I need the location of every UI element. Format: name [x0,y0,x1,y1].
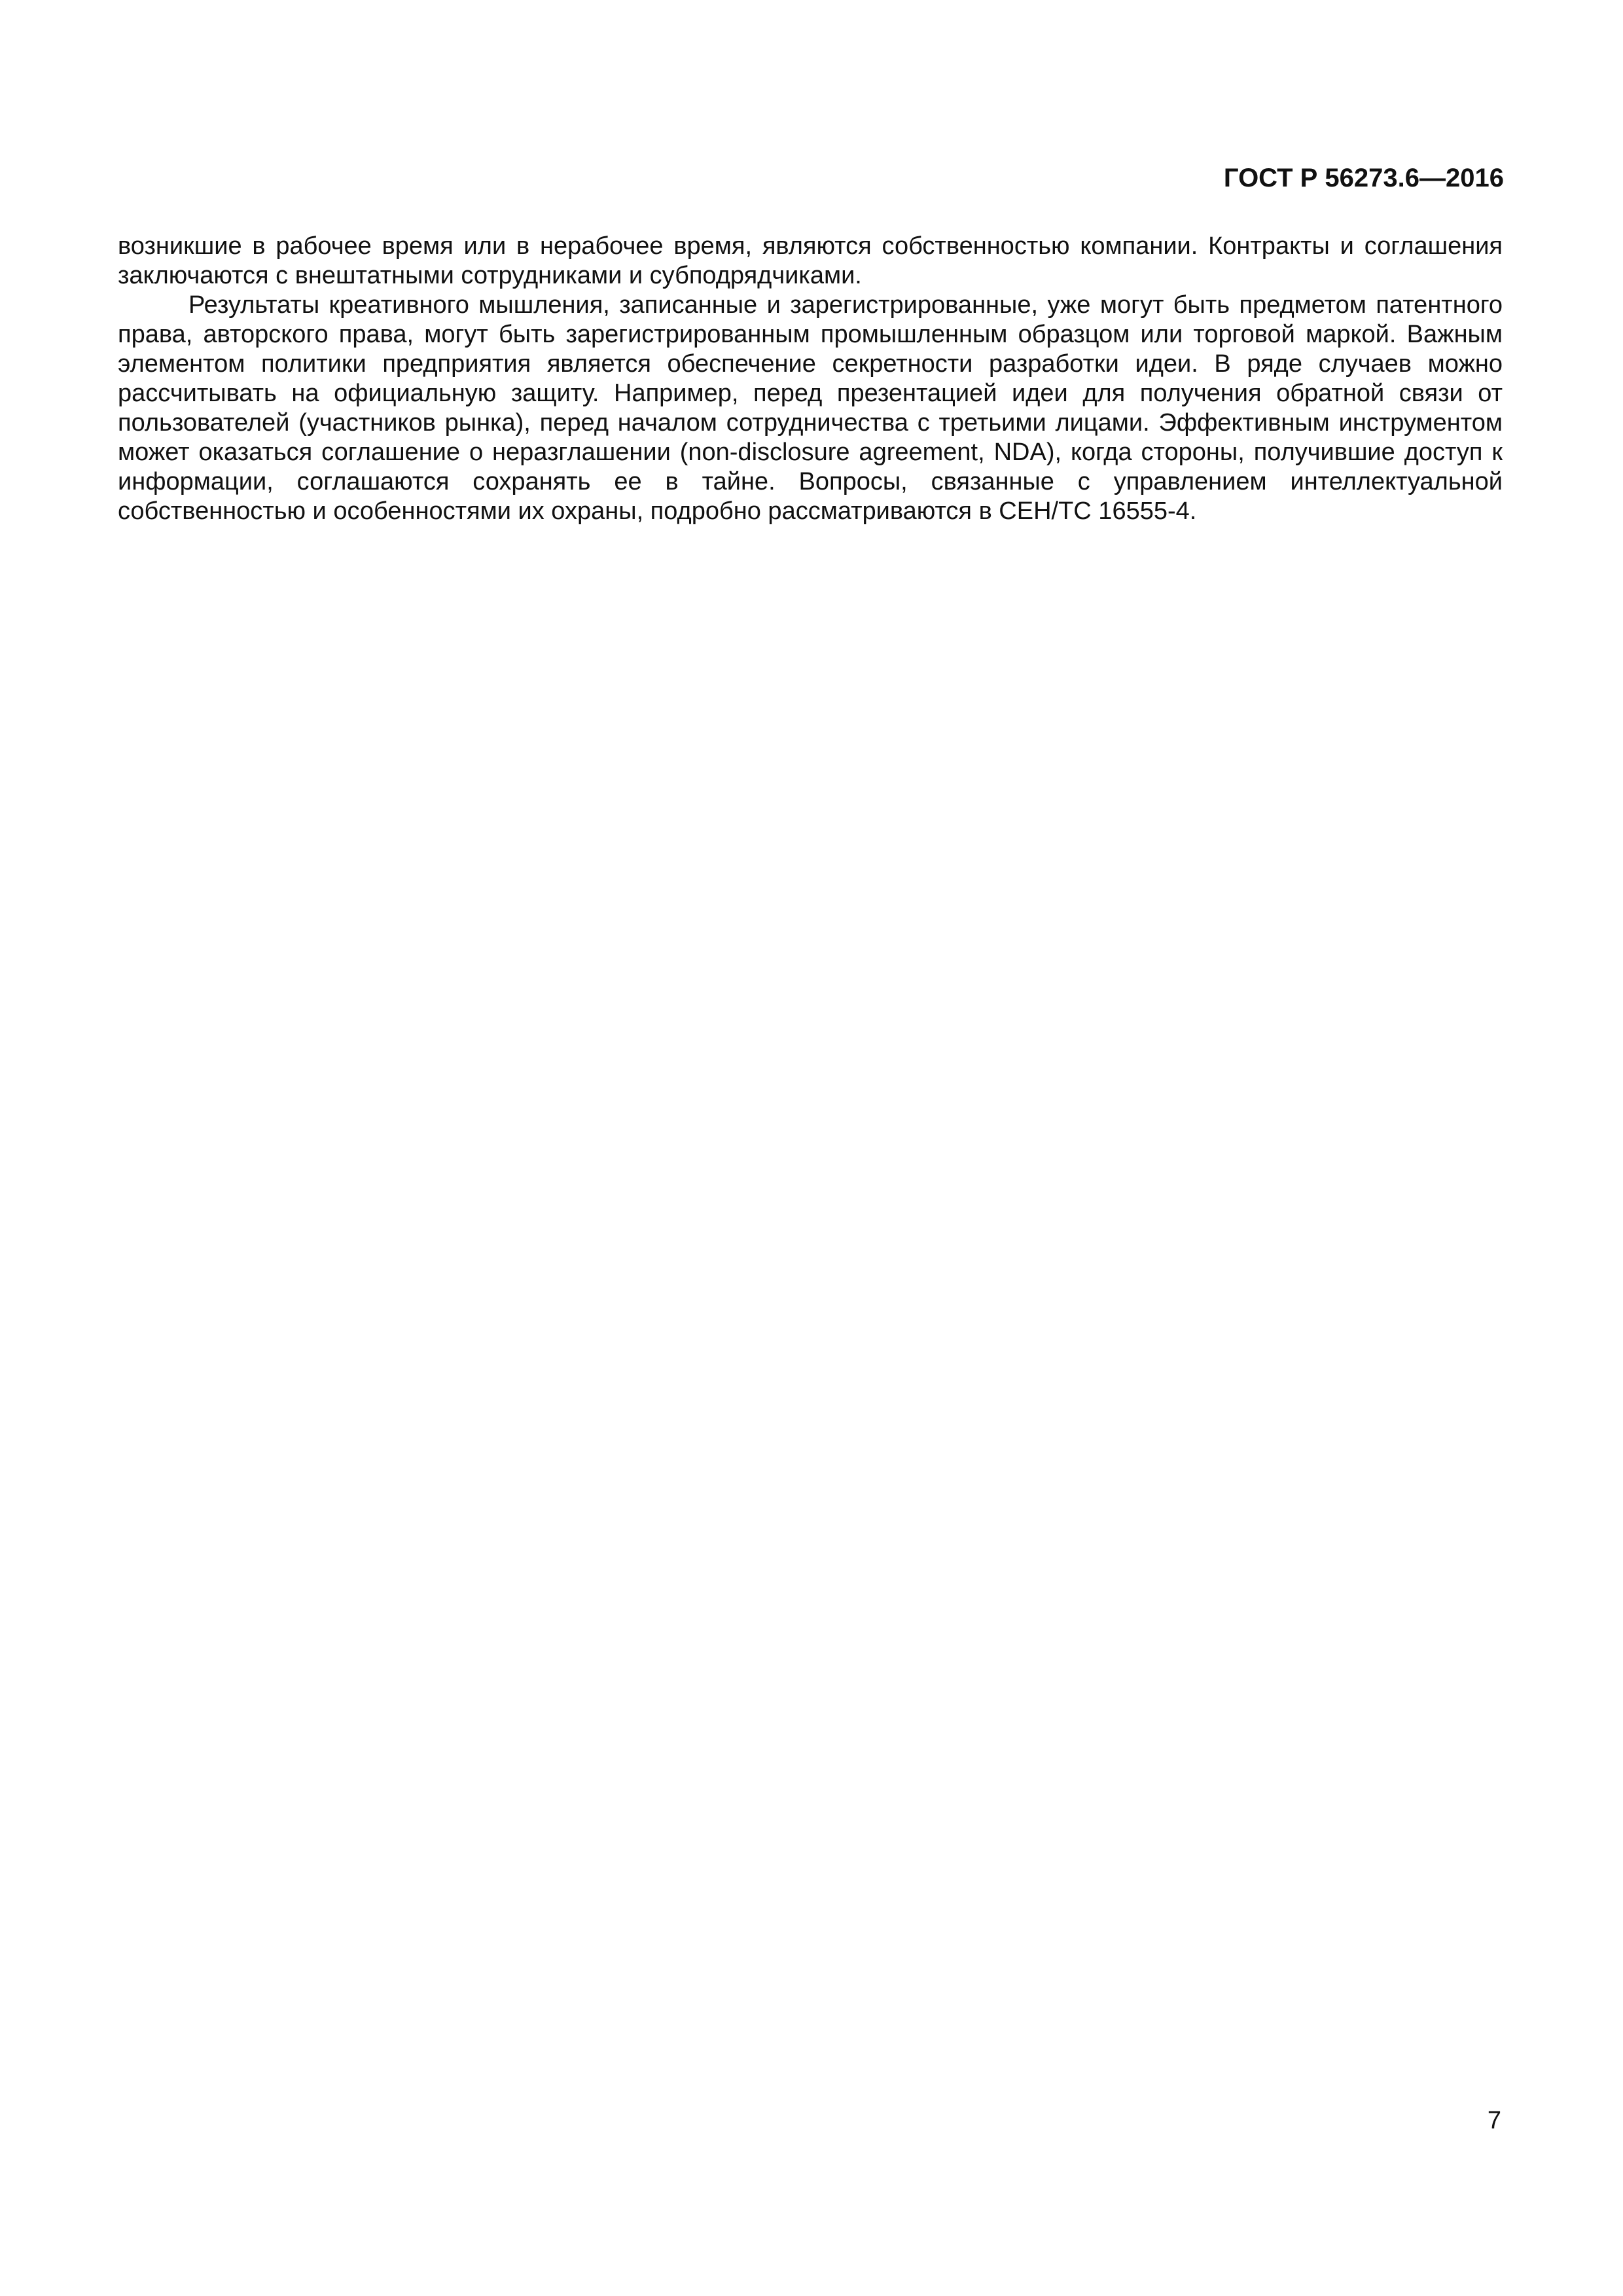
paragraph-continuation: возникшие в рабочее время или в нерабочее время, являются собственностью компании. Контракты и соглашения заключаются с внештатными сотрудниками и субподрядчиками. [118,232,1503,289]
standard-designation: ГОСТ Р 56273.6—2016 [1223,164,1504,192]
page-number: 7 [1487,2107,1501,2134]
paragraph-creative-results: Результаты креативного мышления, записанные и зарегистрированные, уже могут быть предметом патентного права, авторского права, могут быть зарегистрированным промышленным образцом или торговой маркой. Важным элементом политики предприятия является обеспечение секретности разработки идеи. В ряде случаев можно рассчитывать на официальную защиту. Например, перед презентацией идеи для получения обратной связи от пользователей (участников рынка), перед началом сотрудничества с третьими лицами. Эффективным инструментом может оказаться соглашение о неразглашении (non-disclosure agreement, NDA), когда стороны, получившие доступ к информации, соглашаются сохранять ее в тайне. Вопросы, связанные с управлением интеллектуальной собственностью и особенностями их охраны, подробно рассматриваются в СЕН/ТС 16555-4. [118,291,1503,525]
body-text [118,232,1503,526]
